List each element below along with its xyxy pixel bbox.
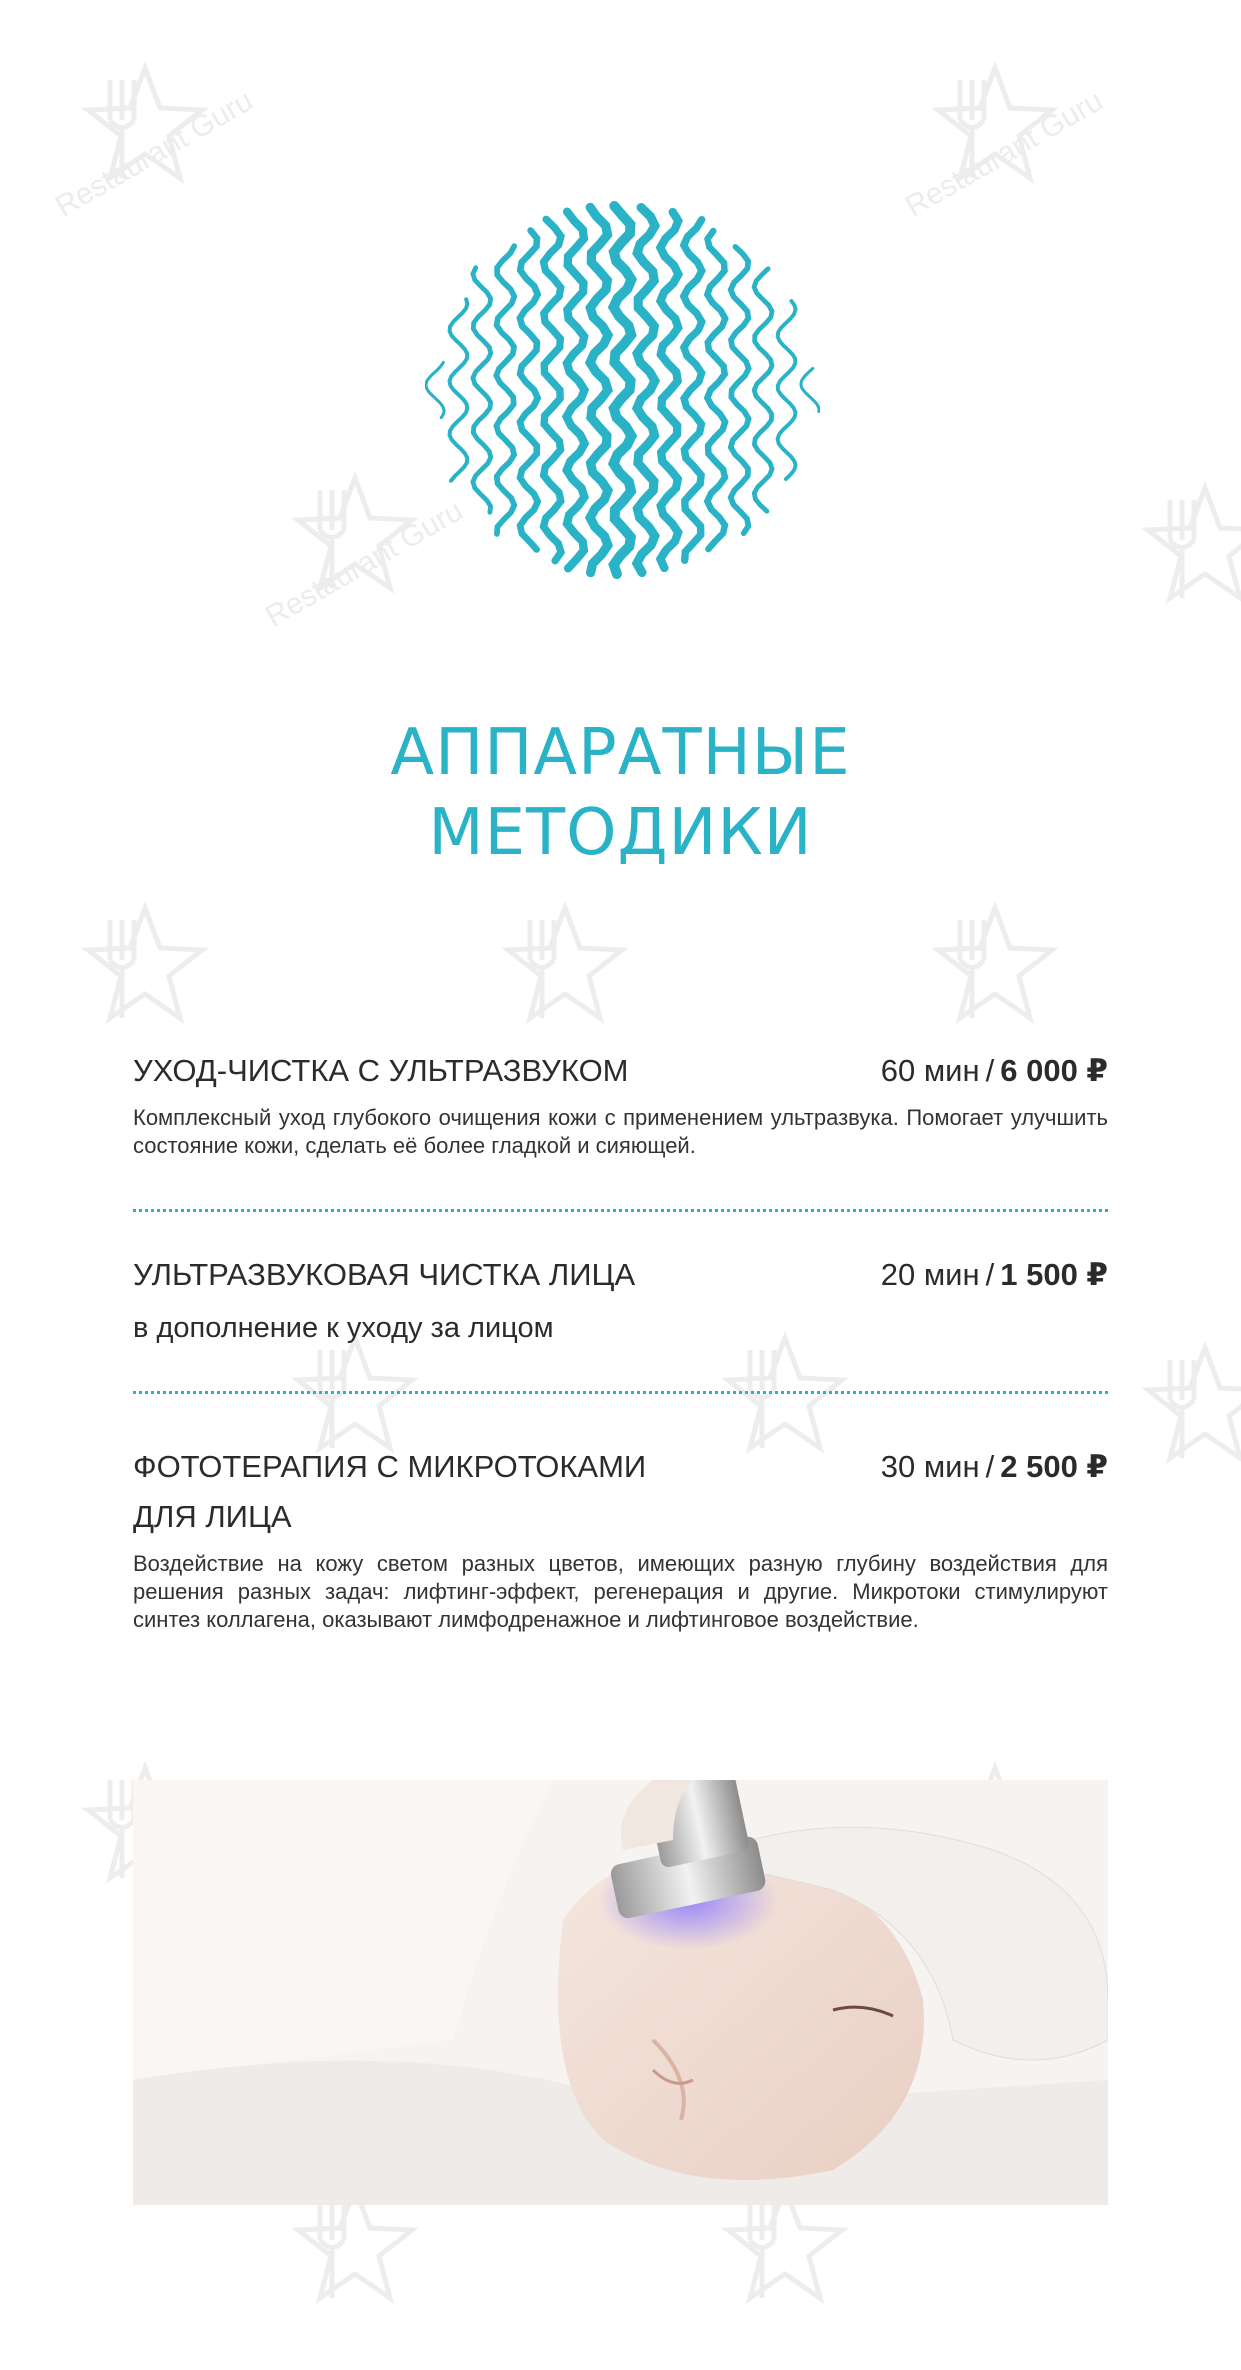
service-price (881, 1250, 1108, 1300)
service-cost: 2 500 ₽ (1000, 1449, 1108, 1484)
wave-line (707, 231, 725, 549)
fork-star-icon (930, 900, 1060, 1030)
watermark-text: Restaurant Guru (260, 494, 469, 634)
fork-star-icon (930, 60, 1060, 190)
fork-star-icon (290, 1330, 420, 1460)
watermark-text: Restaurant Guru (900, 84, 1109, 224)
watermark (900, 60, 1130, 250)
watermark (50, 60, 280, 250)
service-item (133, 1046, 1108, 1160)
watermark (1120, 480, 1241, 670)
service-name: УХОД-ЧИСТКА С УЛЬТРАЗВУКОМ (133, 1053, 629, 1088)
service-duration: 60 мин (880, 1053, 980, 1088)
wave-line (801, 369, 819, 412)
wave-line (754, 269, 772, 511)
wave-line (426, 362, 444, 417)
service-name: УЛЬТРАЗВУКОВАЯ ЧИСТКА ЛИЦА (133, 1257, 636, 1292)
fork-star-icon (1140, 480, 1241, 610)
watermark-text: Restaurant Guru (50, 84, 259, 224)
service-description: Комплексный уход глубокого очищения кожи с применением ультразвука. Помогает улучшить состояние кожи, сделать её более гладкой и сияющей. (133, 1105, 1108, 1158)
price-separator: / (985, 1053, 995, 1088)
wave-line (544, 219, 562, 560)
wave-line (450, 299, 468, 480)
service-item (133, 1442, 1108, 1634)
service-subtitle: в дополнение к уходу за лицом (133, 1312, 554, 1344)
wave-line (567, 212, 585, 569)
wave-line (614, 206, 632, 574)
service-description: Воздействие на кожу светом разных цветов, имеющих разную глубину воздействия для решения разных задач: лифтинг-эффект, регенерация и другие. Микротоки стимулируют синтез коллагена, оказывают лимфодренажное и лифтинговое воздействие. (133, 1551, 1108, 1632)
service-cost: 6 000 ₽ (1000, 1053, 1108, 1088)
wave-line (684, 220, 702, 561)
wave-line (778, 301, 796, 479)
dotted-divider (133, 1209, 1108, 1212)
price-separator: / (985, 1257, 995, 1292)
page-title (0, 713, 1241, 873)
dotted-divider (133, 1391, 1108, 1394)
price-separator: / (985, 1449, 995, 1484)
service-item (133, 1250, 1108, 1348)
fork-star-icon (290, 470, 420, 600)
facial-procedure-photo (133, 1780, 1108, 2205)
service-duration: 20 мин (880, 1257, 980, 1292)
page-title-line1: АППАРАТНЫЕ (390, 716, 851, 790)
wave-line (496, 246, 514, 534)
service-price (881, 1046, 1108, 1096)
fork-star-icon (80, 60, 210, 190)
watermark (1120, 1340, 1241, 1530)
watermark (270, 2180, 490, 2370)
wave-line (590, 207, 608, 572)
wave-circle-logo (425, 190, 820, 590)
wave-line (473, 268, 491, 513)
fork-star-icon (80, 900, 210, 1030)
service-cost: 1 500 ₽ (1000, 1257, 1108, 1292)
wave-line (660, 212, 678, 568)
fork-star-icon (500, 900, 630, 1030)
watermark (700, 2180, 920, 2370)
service-name: ФОТОТЕРАПИЯ С МИКРОТОКАМИ (133, 1449, 647, 1484)
page-title-line2: МЕТОДИКИ (428, 796, 813, 870)
service-duration: 30 мин (880, 1449, 980, 1484)
service-price (881, 1442, 1108, 1492)
wave-line (520, 231, 538, 550)
fork-star-icon (720, 1330, 850, 1460)
service-name-line2: ДЛЯ ЛИЦА (133, 1499, 292, 1534)
wave-line (731, 247, 749, 533)
wave-line (637, 208, 655, 573)
fork-star-icon (1140, 1340, 1241, 1470)
